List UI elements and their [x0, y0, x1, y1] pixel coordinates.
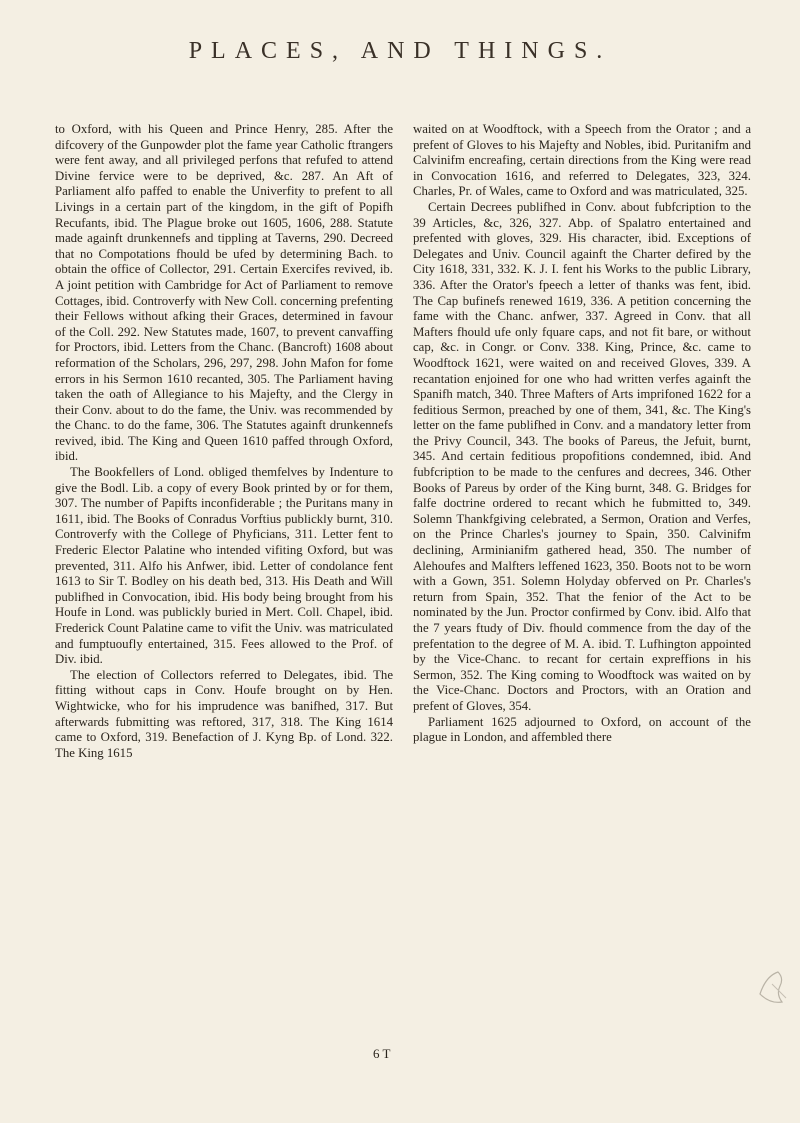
right-column: [413, 122, 751, 746]
paragraph: The election of Collectors referred to Delegates, ibid. The fitting without caps in Conv. Houfe brought on by Hen. Wightwicke, who for his imprudence was banifhed, 317. But afterwards fubmitting was reftored, 317, 318. The King 1614 came to Oxford, 319. Benefaction of J. Kyng Bp. of Lond. 322. The King 1615: [55, 667, 393, 760]
paragraph: waited on at Woodftock, with a Speech from the Orator ; and a prefent of Gloves to his Majefty and Nobles, ibid. Puritanifm and Calvinifm encreafing, certain directions from the King were read in Convocation 1616, and referred to Delegates, 323, 324. Charles, Pr. of Wales, came to Oxford and was matriculated, 325.: [413, 122, 751, 199]
signature-mark: 6 T: [373, 1046, 391, 1061]
ink-blot-icon: [752, 964, 798, 1010]
running-header: PLACES, AND THINGS.: [188, 38, 612, 64]
paragraph: Parliament 1625 adjourned to Oxford, on account of the plague in London, and affembled there: [413, 714, 751, 745]
paragraph: to Oxford, with his Queen and Prince Henry, 285. After the difcovery of the Gunpowder plot the fame year Catholic ftrangers were fent away, and all privileged perfons that refufed to attend Divine fervice were to be deprived, &c. 287. An Aft of Parliament alfo paffed to enable the Univerfity to prefent to all Livings in a certain part of the kingdom, in the gift of Popifh Recufants, ibid. The Plague broke out 1605, 1606, 288. Statute made againft drunkennefs and tippling at Taverns, 290. Decreed that no Compotations fhould be ufed by determining Bach. to obtain the office of Collector, 291. Certain Exercifes revived, ib. A joint petition with Cambridge for Act of Parliament to remove Cottages, ibid. Controverfy with New Coll. concerning prefenting their Fellows without afking their Graces, determined in favour of the Coll. 292. New Statutes made, 1607, to prevent canvaffing for Proctors, ibid. Letters from the Chanc. (Bancroft) 1608 about reformation of the Scholars, 296, 297, 298. John Mafon for fome errors in his Sermon 1610 recanted, 305. The Parliament having taken the oath of Allegiance to his Majefty, and the Clergy in their Conv. about to do the fame, the Univ. was recommended by the Chanc. to do the fame, 306. The Statutes againft drunkennefs revived, ibid. The King and Queen 1610 paffed through Oxford, ibid.: [55, 122, 393, 464]
paragraph: The Bookfellers of Lond. obliged themfelves by Indenture to give the Bodl. Lib. a copy of every Book printed by or for them, 307. The number of Papifts inconfiderable ; the Puritans many in 1611, ibid. The Books of Conradus Vorftius publickly burnt, 310. Controverfy with the College of Phyficians, 311. Letter fent to Frederic Elector Palatine who intended vifiting Oxford, but was prevented, 311. Alfo his Anfwer, ibid. Letter of condolance fent 1613 to Sir T. Bodley on his death bed, 313. His Death and Will publifhed in Convocation, ibid. His body being brought from his Houfe in Lond. was publickly buried in Mert. Coll. Chapel, ibid. Frederick Count Palatine came to vifit the Univ. was matriculated and fumptuoufly entertained, 315. Fees allowed to the Prof. of Div. ibid.: [55, 465, 393, 667]
paragraph: Certain Decrees publifhed in Conv. about fubfcription to the 39 Articles, &c, 326, 327. Abp. of Spalatro entertained and prefented with gloves, 329. His character, ibid. Exceptions of Delegates and Univ. Council againft the Charter defired by the City 1618, 331, 332. K. J. I. fent his Works to the public Library, 336. After the Orator's fpeech a letter of thanks was fent, ibid. The Cap bufinefs renewed 1619, 336. A petition concerning the fame with the Chanc. anfwer, 337. Agreed in Conv. that all Mafters fhould ufe only fquare caps, and not fit bare, or without cap, &c. in Congr. or Conv. 338. King, Prince, &c. came to Woodftock 1621, were waited on and received Gloves, 339. A recantation enjoined for one who had written verfes againft the Spanifh match, 340. Three Mafters of Arts imprifoned 1622 for a feditious Sermon, preached by one of them, 341, &c. The King's letter on the fame publifhed in Conv. and a mandatory letter from the Privy Council, 343. The books of Pareus, the Jefuit, burnt, 345. And certain feditious propofitions condemned, ibid. And fubfcription to be made to the cenfures and decrees, 346. Other Books of Pareus by order of the King burnt, 348. G. Bridges for falfe doctrine ordered to recant which he fubmitted to, 349. Solemn Thankfgiving celebrated, a Sermon, Oration and Verfes, on the Prince Charles's journey to Spain, 350. Calvinifm declining, Arminianifm gathered head, 350. The number of Alehoufes and Malfters leffened 1623, 350. Boots not to be worn with a Gown, 351. Solemn Holyday obferved on Pr. Charles's return from Spain, 352. That the fenior of the Act to be nominated by the Jun. Proctor confirmed by Conv. ibid. Alfo that the 7 years ftudy of Div. fhould commence from the day of the prefentation to the degree of M. A. ibid. T. Lufhington appointed by the Vice-Chanc. to recant for certain expreffions in his Sermon, 352. The King coming to Woodftock was waited on by the Vice-Chanc. Doctors and Proctors, with an Oration and prefent of Gloves, 354.: [413, 199, 751, 713]
left-column: [55, 122, 393, 761]
